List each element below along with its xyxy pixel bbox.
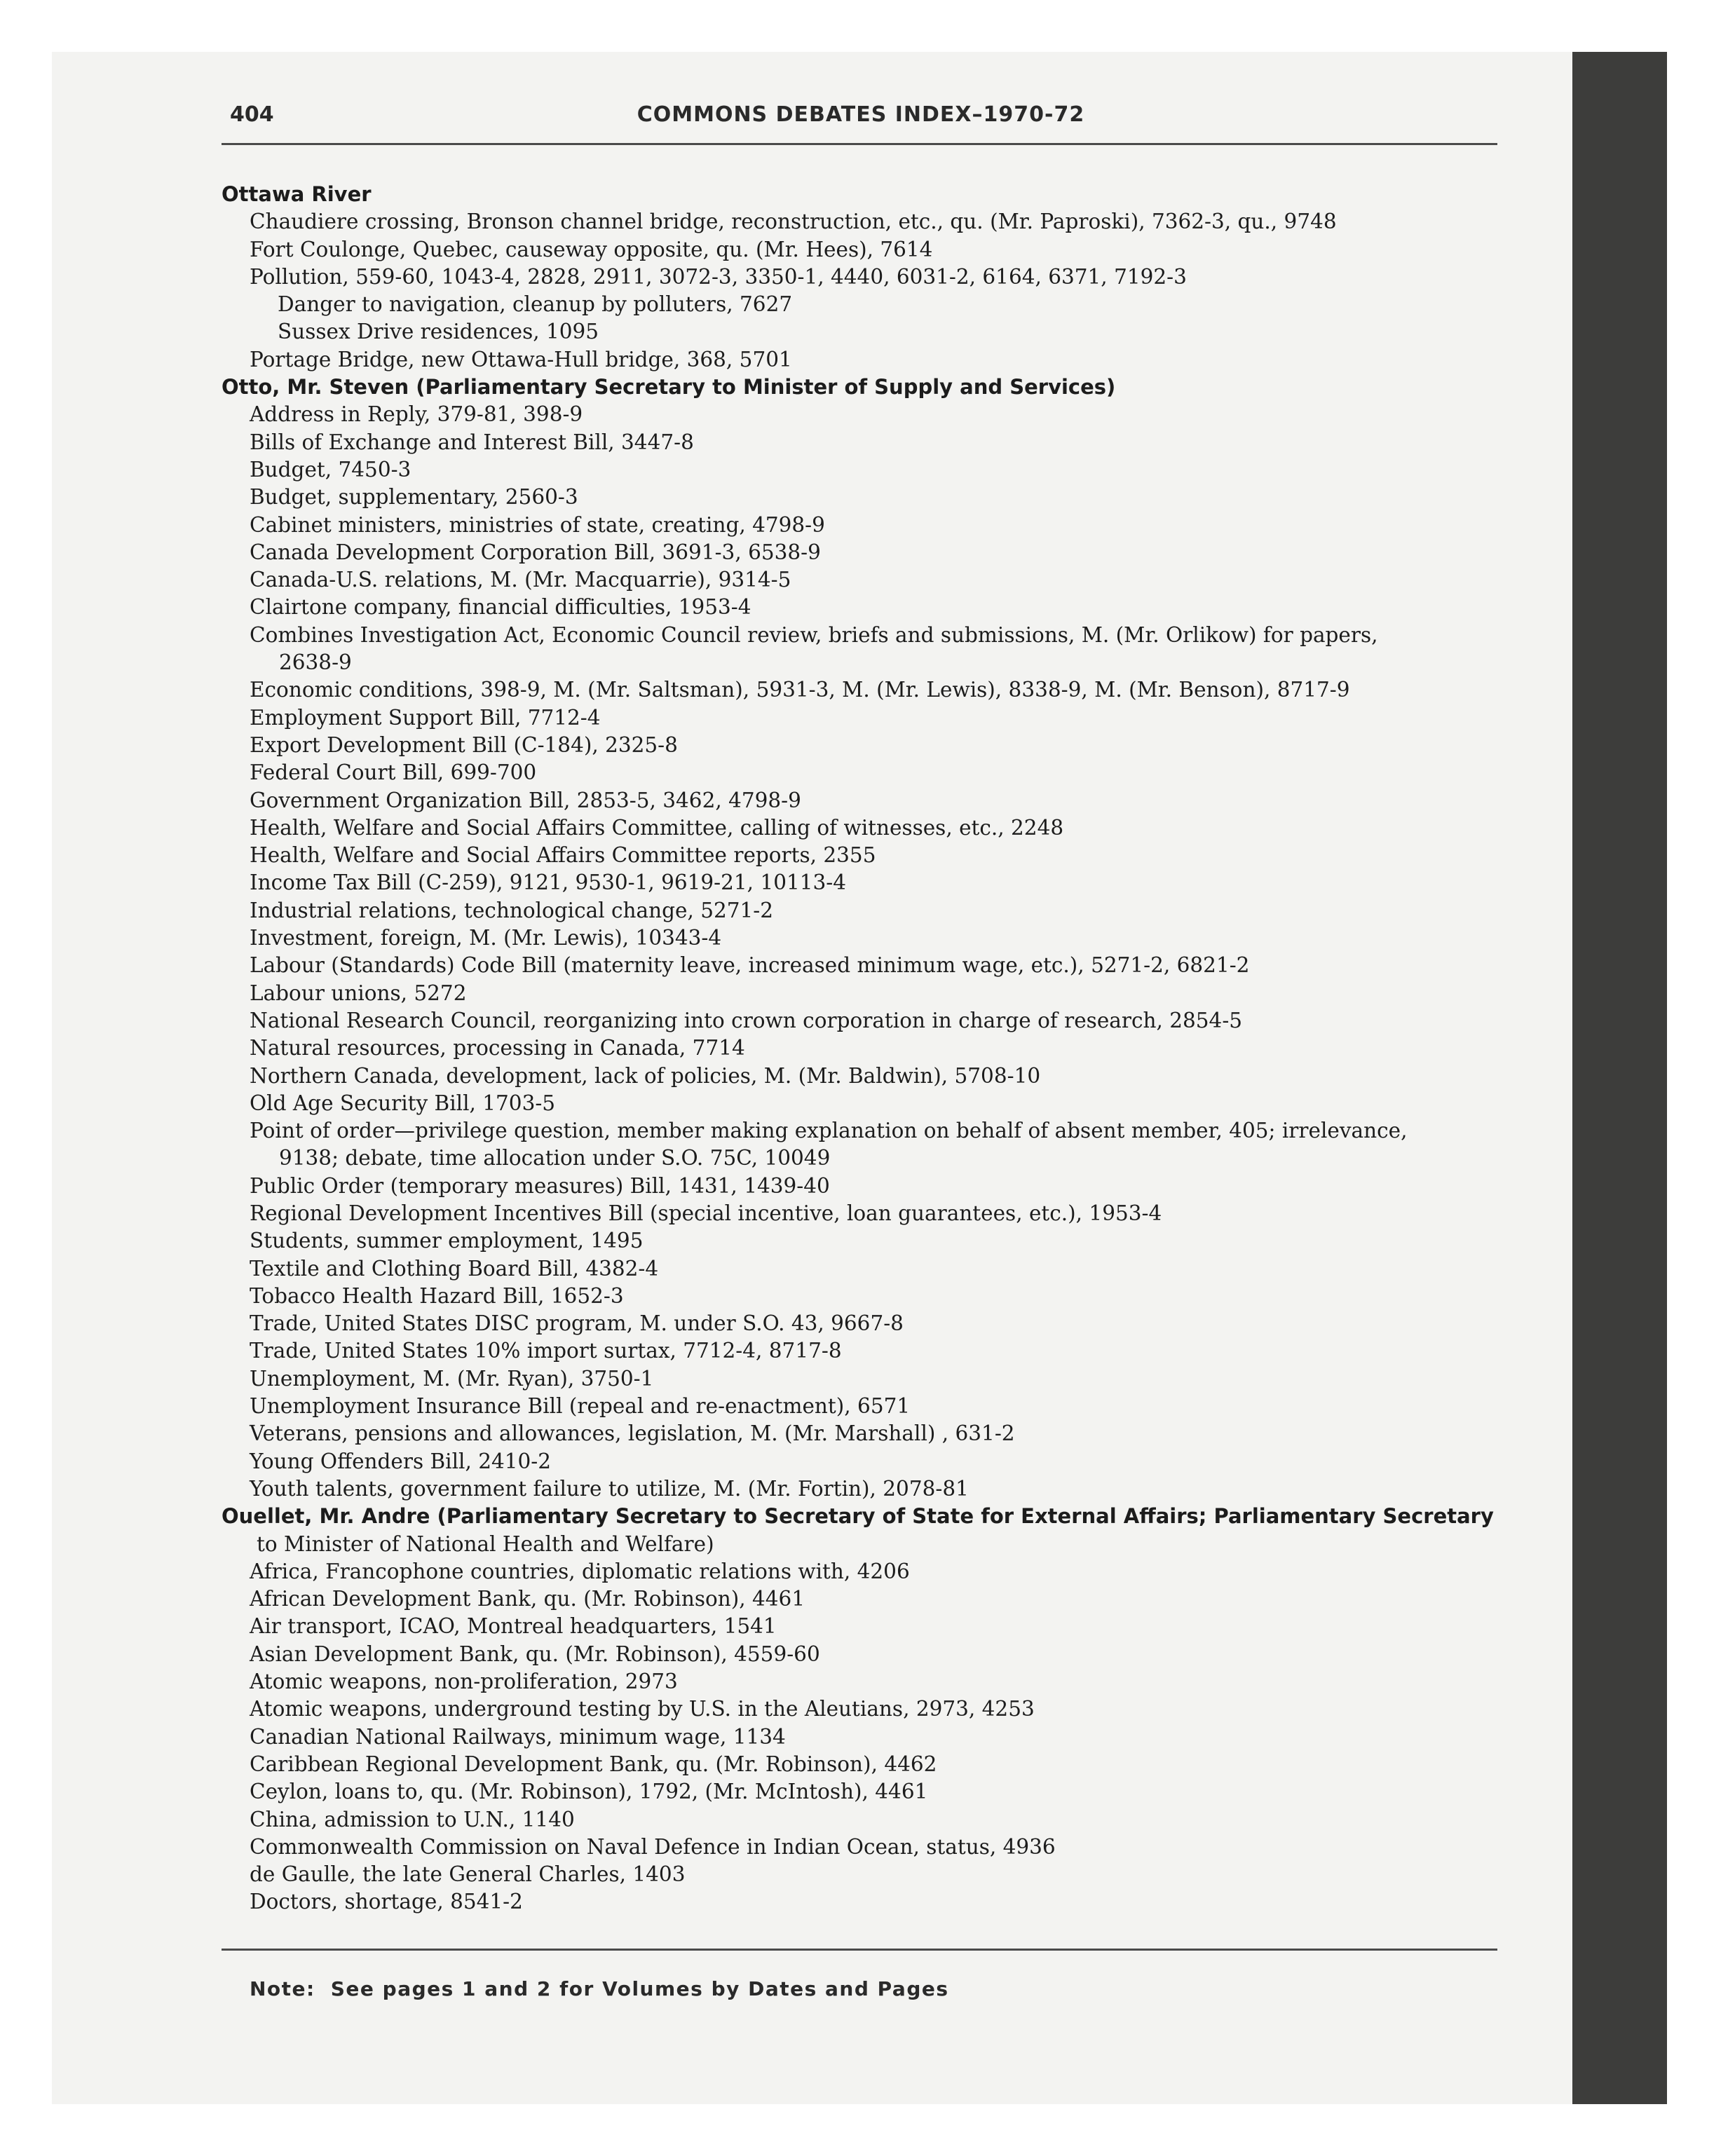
index-subsubentry: Danger to navigation, cleanup by polluters, 7627 bbox=[278, 292, 793, 317]
index-entries bbox=[222, 181, 1518, 1916]
index-subentry: Old Age Security Bill, 1703-5 bbox=[250, 1091, 556, 1115]
index-subentry: Labour unions, 5272 bbox=[250, 981, 467, 1005]
index-subentry: Budget, supplementary, 2560-3 bbox=[250, 485, 578, 510]
index-subentry: Public Order (temporary measures) Bill, 1431, 1439-40 bbox=[250, 1173, 830, 1198]
index-subentry: National Research Council, reorganizing into crown corporation in charge of research, 2854-5 bbox=[250, 1008, 1243, 1032]
index-continuation: 9138; debate, time allocation under S.O. 75C, 10049 bbox=[279, 1146, 831, 1171]
index-subentry: Cabinet ministers, ministries of state, creating, 4798-9 bbox=[250, 512, 825, 537]
index-subentry: Budget, 7450-3 bbox=[250, 457, 411, 482]
index-subentry: Unemployment, M. (Mr. Ryan), 3750-1 bbox=[250, 1366, 654, 1391]
index-subentry: Export Development Bill (C-184), 2325-8 bbox=[250, 732, 678, 757]
heading-description: (Parliamentary Secretary to Minister of Supply and Services) bbox=[409, 375, 1116, 400]
index-subentry: Employment Support Bill, 7712-4 bbox=[250, 705, 601, 730]
index-continuation: to Minister of National Health and Welfare) bbox=[257, 1531, 714, 1556]
index-subentry: Trade, United States 10% import surtax, 7712-4, 8717-8 bbox=[250, 1339, 842, 1363]
index-subentry: Bills of Exchange and Interest Bill, 3447-8 bbox=[250, 430, 694, 454]
index-subentry: Income Tax Bill (C-259), 9121, 9530-1, 9619-21, 10113-4 bbox=[250, 871, 847, 895]
index-subentry: Health, Welfare and Social Affairs Committee reports, 2355 bbox=[250, 843, 876, 868]
index-subentry: Africa, Francophone countries, diplomatic relations with, 4206 bbox=[250, 1559, 910, 1583]
index-subentry: de Gaulle, the late General Charles, 1403 bbox=[250, 1862, 686, 1887]
heading-description: (Parliamentary Secretary to Secretary of State for External Affairs; Parliamentary Secretary bbox=[430, 1504, 1494, 1529]
index-subentry: Federal Court Bill, 699-700 bbox=[250, 760, 537, 785]
index-subentry: Tobacco Health Hazard Bill, 1652-3 bbox=[250, 1283, 624, 1308]
index-subentry: Government Organization Bill, 2853-5, 3462, 4798-9 bbox=[250, 788, 801, 812]
index-heading bbox=[222, 1503, 1518, 1530]
note-label: Note: bbox=[250, 1977, 315, 2000]
index-subentry: Point of order—privilege question, member making explanation on behalf of absent member, 405; irrelevance, bbox=[250, 1119, 1408, 1143]
index-subentry: Ceylon, loans to, qu. (Mr. Robinson), 1792, (Mr. McIntosh), 4461 bbox=[250, 1780, 928, 1804]
heading-name: Otto, Mr. Steven bbox=[222, 375, 409, 400]
footer-note bbox=[250, 1977, 949, 2000]
index-subentry: Canada-U.S. relations, M. (Mr. Macquarrie), 9314-5 bbox=[250, 568, 791, 592]
heading-name: Ouellet, Mr. Andre bbox=[222, 1504, 430, 1529]
index-subentry: Unemployment Insurance Bill (repeal and re-enactment), 6571 bbox=[250, 1394, 911, 1419]
index-subentry: Textile and Clothing Board Bill, 4382-4 bbox=[250, 1256, 659, 1281]
index-subentry: Address in Reply, 379-81, 398-9 bbox=[250, 402, 583, 427]
index-subsubentry: Sussex Drive residences, 1095 bbox=[278, 320, 599, 344]
index-subentry: China, admission to U.N., 1140 bbox=[250, 1807, 575, 1831]
note-text: See pages 1 and 2 for Volumes by Dates and Pages bbox=[330, 1977, 949, 2000]
index-subentry: Combines Investigation Act, Economic Council review, briefs and submissions, M. (Mr. Orlikow) for papers, bbox=[250, 622, 1378, 647]
header-rule bbox=[222, 143, 1497, 145]
index-subentry: Chaudiere crossing, Bronson channel bridge, reconstruction, etc., qu. (Mr. Paproski), 7362-3, qu., 9748 bbox=[250, 210, 1337, 234]
index-subentry: Northern Canada, development, lack of policies, M. (Mr. Baldwin), 5708-10 bbox=[250, 1063, 1041, 1088]
index-subentry: Regional Development Incentives Bill (special incentive, loan guarantees, etc.), 1953-4 bbox=[250, 1201, 1162, 1225]
index-subentry: Pollution, 559-60, 1043-4, 2828, 2911, 3072-3, 3350-1, 4440, 6031-2, 6164, 6371, 7192-3 bbox=[250, 264, 1187, 289]
index-subentry: Economic conditions, 398-9, M. (Mr. Saltsman), 5931-3, M. (Mr. Lewis), 8338-9, M. (Mr. Benson), 8717-9 bbox=[250, 678, 1350, 702]
index-subentry: Canada Development Corporation Bill, 3691-3, 6538-9 bbox=[250, 540, 821, 564]
index-subentry: Natural resources, processing in Canada, 7714 bbox=[250, 1036, 745, 1060]
running-title: COMMONS DEBATES INDEX–1970-72 bbox=[637, 102, 1085, 127]
index-subentry: Portage Bridge, new Ottawa-Hull bridge, 368, 5701 bbox=[250, 347, 792, 371]
index-subentry: Fort Coulonge, Quebec, causeway opposite, qu. (Mr. Hees), 7614 bbox=[250, 237, 933, 261]
index-subentry: Young Offenders Bill, 2410-2 bbox=[250, 1449, 552, 1473]
index-subentry: Clairtone company, financial difficulties, 1953-4 bbox=[250, 595, 751, 620]
index-subentry: Industrial relations, technological change, 5271-2 bbox=[250, 898, 774, 922]
index-subentry: Labour (Standards) Code Bill (maternity leave, increased minimum wage, etc.), 5271-2, 6821-2 bbox=[250, 953, 1250, 978]
index-heading bbox=[222, 181, 1518, 208]
index-subentry: Asian Development Bank, qu. (Mr. Robinson), 4559-60 bbox=[250, 1642, 820, 1666]
page-number: 404 bbox=[230, 102, 274, 127]
index-subentry: Atomic weapons, underground testing by U.S. in the Aleutians, 2973, 4253 bbox=[250, 1697, 1035, 1721]
index-subentry: Air transport, ICAO, Montreal headquarters, 1541 bbox=[250, 1614, 777, 1639]
index-subentry: Canadian National Railways, minimum wage, 1134 bbox=[250, 1724, 786, 1749]
index-subentry: Commonwealth Commission on Naval Defence in Indian Ocean, status, 4936 bbox=[250, 1834, 1056, 1859]
binding-edge bbox=[1572, 52, 1667, 2104]
index-subentry: Veterans, pensions and allowances, legislation, M. (Mr. Marshall) , 631-2 bbox=[250, 1421, 1015, 1446]
index-subentry: Students, summer employment, 1495 bbox=[250, 1229, 644, 1253]
footer-rule bbox=[222, 1949, 1497, 1951]
index-subentry: Atomic weapons, non-proliferation, 2973 bbox=[250, 1670, 678, 1694]
heading-name: Ottawa River bbox=[222, 182, 372, 206]
index-subentry: Caribbean Regional Development Bank, qu. (Mr. Robinson), 4462 bbox=[250, 1752, 937, 1776]
index-subentry: Investment, foreign, M. (Mr. Lewis), 10343-4 bbox=[250, 926, 722, 950]
index-subentry: Health, Welfare and Social Affairs Committee, calling of witnesses, etc., 2248 bbox=[250, 815, 1064, 840]
index-continuation: 2638-9 bbox=[279, 650, 352, 675]
index-subentry: Trade, United States DISC program, M. under S.O. 43, 9667-8 bbox=[250, 1311, 904, 1336]
index-subentry: African Development Bank, qu. (Mr. Robinson), 4461 bbox=[250, 1587, 805, 1611]
index-subentry: Youth talents, government failure to utilize, M. (Mr. Fortin), 2078-81 bbox=[250, 1476, 969, 1501]
index-subentry: Doctors, shortage, 8541-2 bbox=[250, 1890, 523, 1914]
index-heading bbox=[222, 374, 1518, 401]
